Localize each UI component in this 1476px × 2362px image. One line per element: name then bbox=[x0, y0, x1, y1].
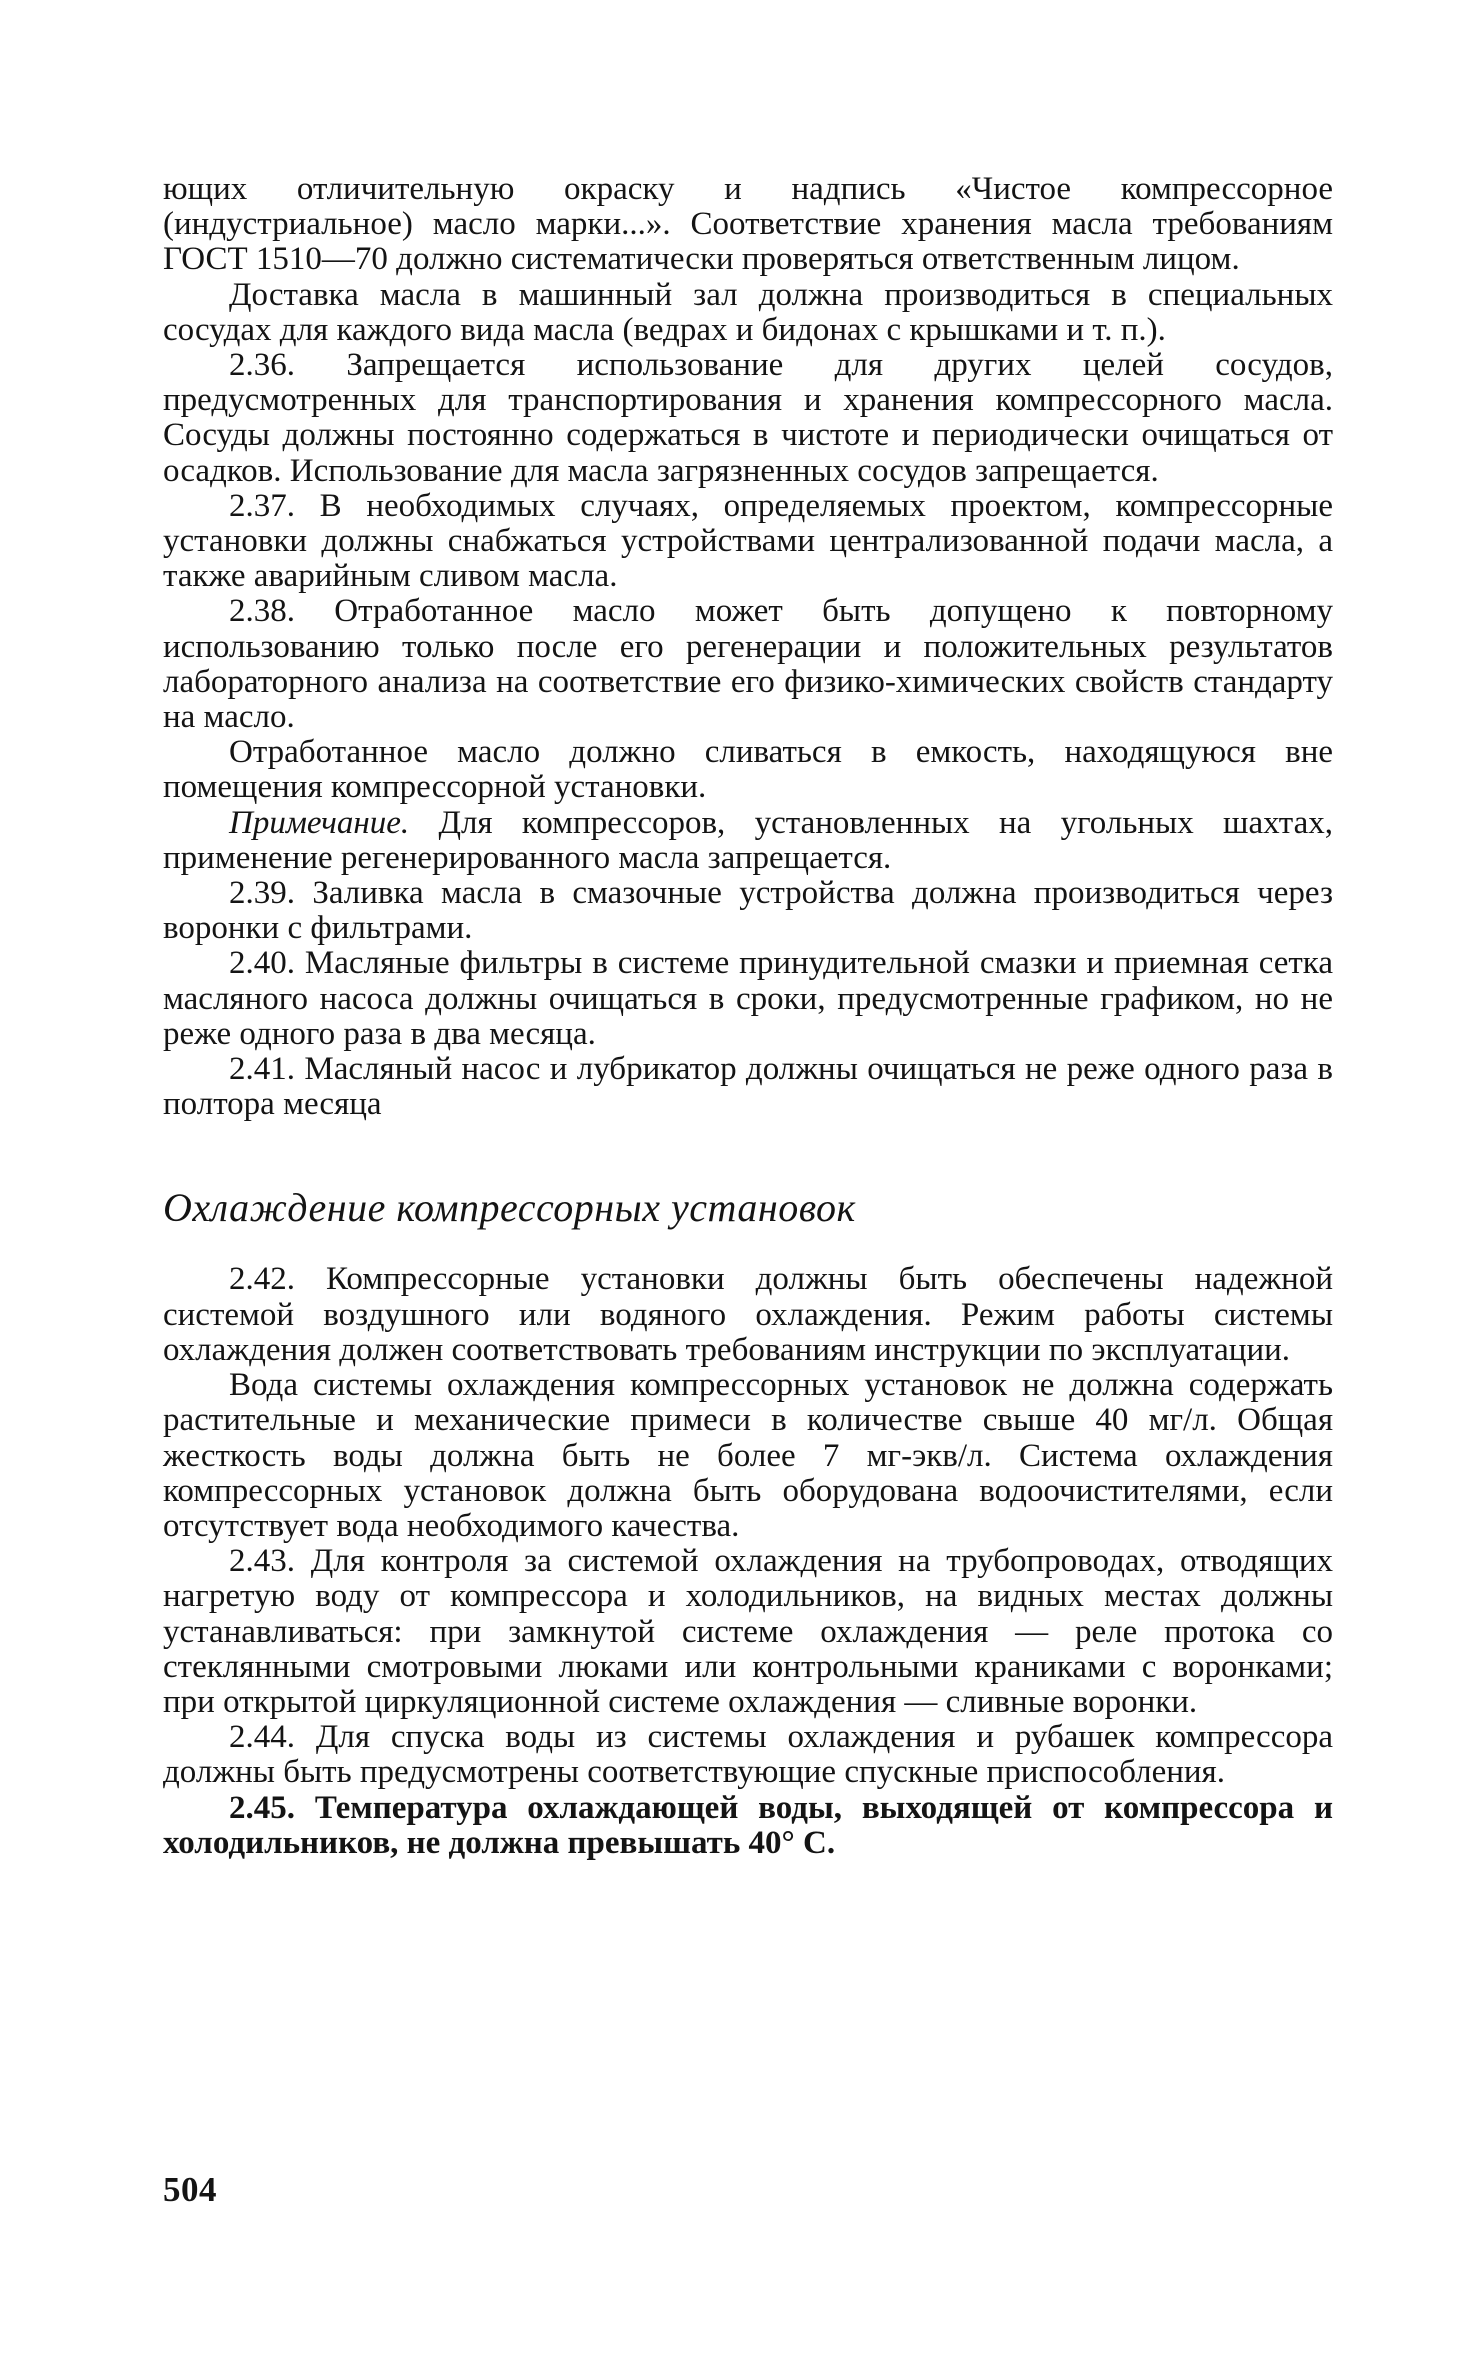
paragraph-2-41: 2.41. Масляный насос и лубрикатор должны очищаться не реже одного раза в полтора месяца bbox=[163, 1051, 1333, 1123]
paragraph-used-oil-drain: Отработанное масло должно сливаться в емкость, находящуюся вне помещения компрессорной установки. bbox=[163, 734, 1333, 806]
paragraph-2-38: 2.38. Отработанное масло может быть допущено к повторному использованию только после его регенерации и положительных результатов лабораторного анализа на соответствие его физико-химических свойств стандарту на масло. bbox=[163, 593, 1333, 736]
paragraph-2-37: 2.37. В необходимых случаях, определяемых проектом, компрессорные установки должны снабжаться устройствами централизованной подачи масла, а также аварийным сливом масла. bbox=[163, 487, 1333, 595]
paragraph-2-42: 2.42. Компрессорные установки должны быть обеспечены надежной системой воздушного или водяного охлаждения. Режим работы системы охлаждения должен соответствовать требованиям инструкции по эксплуатации. bbox=[163, 1261, 1333, 1368]
paragraph-2-36: 2.36. Запрещается использование для других целей сосудов, предусмотренных для транспортирования и хранения компрессорного масла. Сосуды должны постоянно содержаться в чистоте и периодически очищаться от осадков. Использование для масла загрязненных сосудов запрещается. bbox=[163, 347, 1333, 489]
paragraph-oil-delivery: Доставка масла в машинный зал должна производиться в специальных сосудах для каждого вида масла (ведрах и бидонах с крышками и т. п.). bbox=[163, 276, 1333, 348]
paragraph-2-40: 2.40. Масляные фильтры в системе принудительной смазки и приемная сетка масляного насоса должны очищаться в сроки, предусмотренные графиком, но не реже одного раза в два месяца. bbox=[163, 945, 1333, 1052]
paragraph-2-44: 2.44. Для спуска воды из системы охлаждения и рубашек компрессора должны быть предусмотрены соответствующие спускные приспособления. bbox=[163, 1719, 1333, 1791]
paragraph-cooling-water: Вода системы охлаждения компрессорных установок не должна содержать растительные и механические примеси в количестве свыше 40 мг/л. Общая жесткость воды должна быть не более 7 мг-экв/л. Система охлаждения компрессорных установок должна быть оборудована водоочистителями, если отсутствует вода необходимого качества. bbox=[163, 1367, 1333, 1544]
note-text: Для компрессоров, установленных на угольных шахтах, применение регенерированного масла запрещается. bbox=[163, 804, 1334, 876]
paragraph-2-39: 2.39. Заливка масла в смазочные устройства должна производиться через воронки с фильтрами. bbox=[163, 875, 1333, 947]
paragraph-2-45: 2.45. Температура охлаждающей воды, выходящей от компрессора и холодильников, не должна превышать 40° С. bbox=[163, 1789, 1333, 1861]
note-label: Примечание. bbox=[229, 804, 410, 841]
page-number: 504 bbox=[163, 2170, 217, 2209]
paragraph-continuation: ющих отличительную окраску и надпись «Чистое компрессорное (индустриальное) масло марки...». Соответствие хранения масла требованиям ГОСТ 1510—70 должно систематически проверяться ответственным лицом. bbox=[163, 171, 1333, 278]
page-body bbox=[163, 172, 1333, 1861]
paragraph-note bbox=[163, 806, 1333, 876]
paragraph-2-43: 2.43. Для контроля за системой охлаждения на трубопроводах, отводящих нагретую воду от компрессора и холодильников, на видных местах должны устанавливаться: при замкнутой системе охлаждения — реле протока со стеклянными смотровыми люками или контрольными краниками с воронками; при открытой циркуляционной системе охлаждения — сливные воронки. bbox=[163, 1543, 1333, 1720]
section-title: Охлаждение компрессорных установок bbox=[163, 1185, 856, 1231]
